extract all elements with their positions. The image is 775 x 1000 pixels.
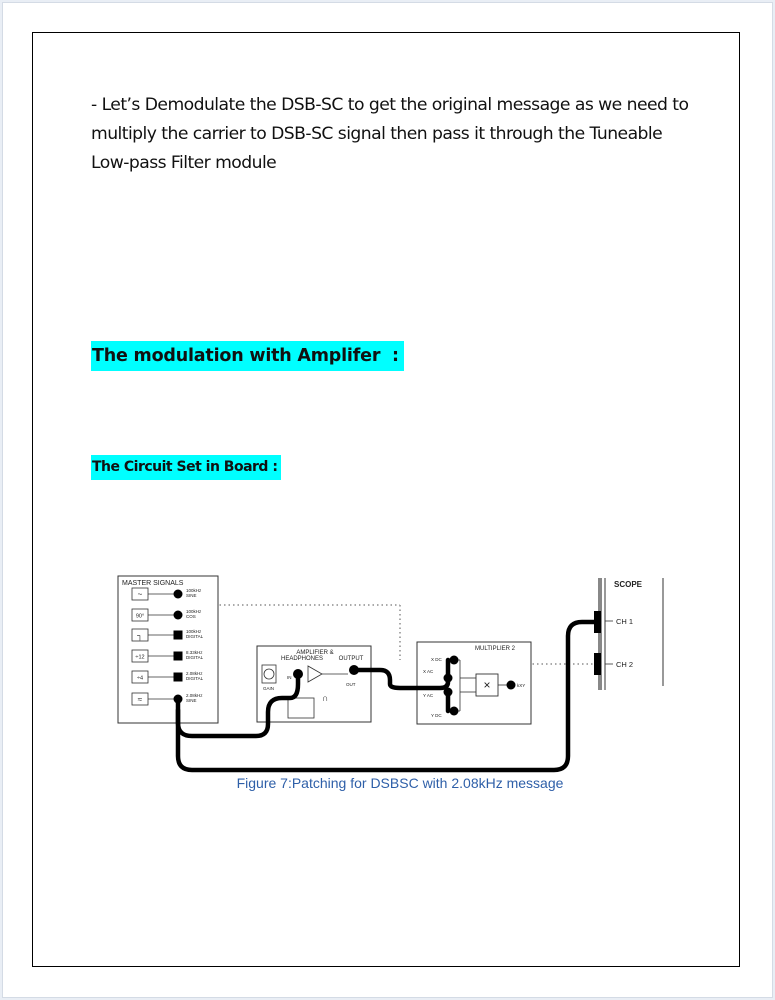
multiplier-title: MULTIPLIER 2 [475,646,515,652]
socket-y-ac[interactable] [444,688,453,697]
multiply-icon: × [483,678,491,692]
filter-icon: ≈ [137,695,143,704]
label-208-digital-2: DIGITAL [186,676,204,681]
label-833-digital-2: DIGITAL [186,655,204,660]
label-100k-digital-2: DIGITAL [186,634,204,639]
patching-figure [110,570,670,800]
multiplier-module [417,642,531,724]
socket-y-dc[interactable] [450,707,459,716]
headphones-icon: ∩ [322,693,329,703]
port-x-ac-label: X AC [423,669,434,674]
gain-label: GAIN [263,686,275,691]
label-100k-cos-1: 100kHz [186,609,202,614]
divide-12-icon: ÷12 [135,654,145,661]
phase-shift-icon: 90° [135,613,145,620]
master-signals-module [118,576,218,723]
scope-ch1-label: CH 1 [616,617,634,626]
patching-diagram [110,570,670,800]
divide-4-icon: ÷4 [136,675,144,682]
label-208-sine-2: SINE [186,698,197,703]
figure-caption: Figure 7:Patching for DSBSC with 2.08kHz message [236,775,564,791]
socket-100k-cos[interactable] [174,611,183,620]
master-signals-title: MASTER SIGNALS [122,580,184,587]
label-100k-sine-1: 100kHz [186,588,202,593]
port-x-dc-label: X DC [431,657,442,662]
scope-ch2-label: CH 2 [616,660,634,669]
socket-mult-out[interactable] [507,681,516,690]
socket-x-dc[interactable] [450,656,459,665]
port-y-dc-label: Y DC [431,713,442,718]
socket-208-digital[interactable] [174,673,183,682]
socket-100k-sine[interactable] [174,590,183,599]
label-100k-cos-2: COS [186,614,196,619]
socket-833-digital[interactable] [174,652,183,661]
amplifier-output-label: OUTPUT [338,656,364,662]
mult-out-label: kXY [517,683,526,688]
scope-title: SCOPE [614,580,643,589]
amp-in-label: IN [287,675,292,680]
label-208-sine-1: 2.08kHz [186,693,203,698]
amplifier-title-2: HEADPHONES [280,656,324,662]
heading-modulation-amplifier: The modulation with Amplifer : [91,341,404,371]
socket-amp-out[interactable] [349,665,359,675]
label-100k-digital-1: 100kHz [186,629,202,634]
socket-ch2[interactable] [594,653,601,675]
socket-100k-digital[interactable] [174,631,183,640]
scope-panel [594,578,663,690]
amplifier-title-1: AMPLIFIER & [296,650,334,656]
socket-x-ac[interactable] [444,674,453,683]
amplifier-module [257,646,371,722]
patch-lead-message-to-scope [178,622,594,770]
label-208-digital-1: 2.08kHz [186,671,203,676]
gain-knob-icon[interactable] [264,669,274,679]
port-y-ac-label: Y AC [423,693,434,698]
body-paragraph: - Let’s Demodulate the DSB-SC to get the original message as we need to multiply the carrier to DSB-SC signal then pass it through the Tuneable Low-pass Filter module [91,95,689,173]
square-wave-icon: ┐ [137,631,143,640]
label-100k-sine-2: SINE [186,593,197,598]
amp-out-label: OUT [346,682,356,687]
heading-circuit-set: The Circuit Set in Board : [91,455,281,480]
label-833-digital-1: 8.33kHz [186,650,203,655]
sine-icon: ~ [137,590,143,599]
socket-amp-in[interactable] [293,669,303,679]
